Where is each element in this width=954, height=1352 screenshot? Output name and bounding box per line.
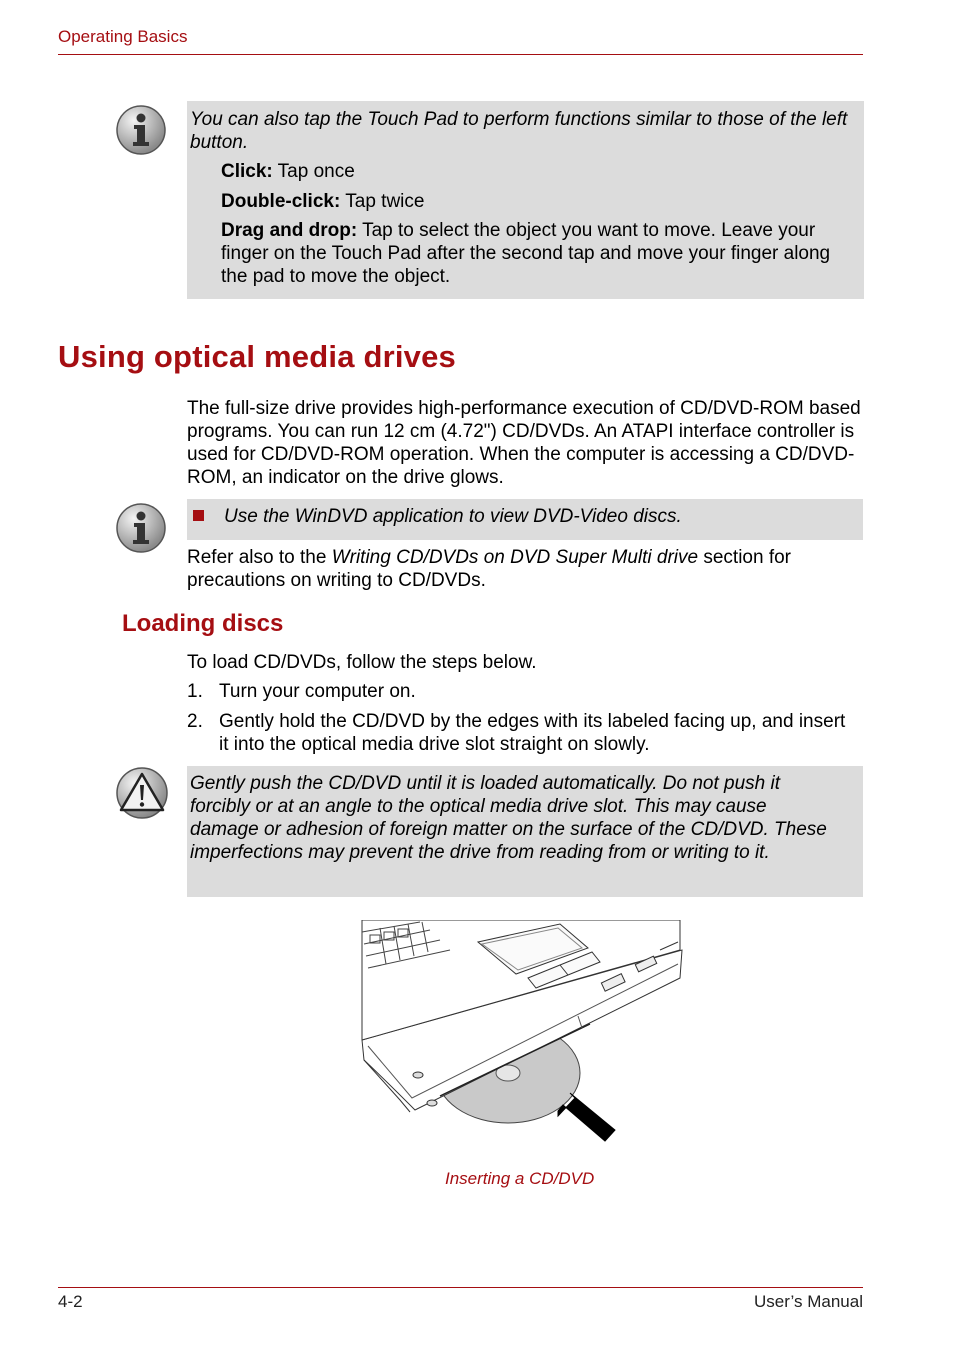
subsection-title: Loading discs: [122, 610, 284, 637]
section-paragraph: The full-size drive provides high-performance execution of CD/DVD-ROM based programs. You can run 12 cm (4.72") CD/DVDs. An ATAPI interface controller is used for CD/DVD-ROM operation. When the computer is accessing a CD/DVD-ROM, an indicator on the drive glows.: [187, 398, 861, 488]
step-item: [187, 710, 863, 756]
note-item-term: Double-click:: [221, 191, 341, 212]
step-number: 1.: [187, 681, 203, 702]
refer-suffix: section for precautions on writing to CD/DVDs.: [187, 547, 792, 591]
steps-intro: To load CD/DVDs, follow the steps below.: [187, 652, 537, 673]
header-rule: [58, 54, 863, 55]
note-item-term: Click:: [221, 161, 273, 182]
note-bullet-item: [193, 505, 853, 528]
note-bullet-text: Use the WinDVD application to view DVD-Video discs.: [224, 506, 682, 527]
section-title: Using optical media drives: [58, 339, 456, 374]
note-box-touchpad: [187, 101, 864, 299]
caution-icon: [115, 766, 169, 820]
figure-caption: Inserting a CD/DVD: [445, 1169, 595, 1188]
manual-title: User’s Manual: [754, 1292, 863, 1311]
bullet-square-icon: [193, 510, 204, 521]
refer-title: Writing CD/DVDs on DVD Super Multi drive: [331, 547, 699, 568]
note-item-desc: Tap twice: [340, 191, 425, 212]
cd-insertion-illustration: [360, 920, 685, 1155]
note-item-desc: Tap once: [272, 161, 355, 182]
step-item: [187, 680, 863, 703]
info-icon: [115, 502, 167, 554]
refer-paragraph: [187, 546, 863, 592]
note-intro: You can also tap the Touch Pad to perform functions similar to those of the left button.: [190, 109, 848, 153]
step-text: Gently hold the CD/DVD by the edges with its labeled facing up, and insert it into the optical media drive slot straight on slowly.: [219, 711, 846, 755]
note-item: [221, 190, 861, 213]
info-icon: [115, 104, 167, 156]
note-item-desc: Tap to select the object you want to move. Leave your finger on the Touch Pad after the second tap and move your finger along the pad to move the object.: [221, 220, 831, 287]
footer-rule: [58, 1287, 863, 1288]
note-item: [221, 219, 861, 288]
note-box-windvd: [187, 499, 863, 540]
refer-prefix: Refer also to the: [187, 547, 332, 568]
step-text: Turn your computer on.: [219, 681, 416, 702]
running-header: Operating Basics: [58, 27, 188, 46]
note-item-term: Drag and drop:: [221, 220, 358, 241]
caution-box: [187, 766, 863, 897]
note-item: [221, 160, 861, 183]
step-number: 2.: [187, 711, 203, 732]
caution-text: Gently push the CD/DVD until it is loaded automatically. Do not push it forcibly or at an angle to the optical media drive slot. This may cause damage or adhesion of foreign matter on the surface of the CD/DVD. These imperfections may prevent the drive from reading from or writing to it.: [190, 773, 827, 863]
page-number: 4-2: [58, 1292, 83, 1311]
